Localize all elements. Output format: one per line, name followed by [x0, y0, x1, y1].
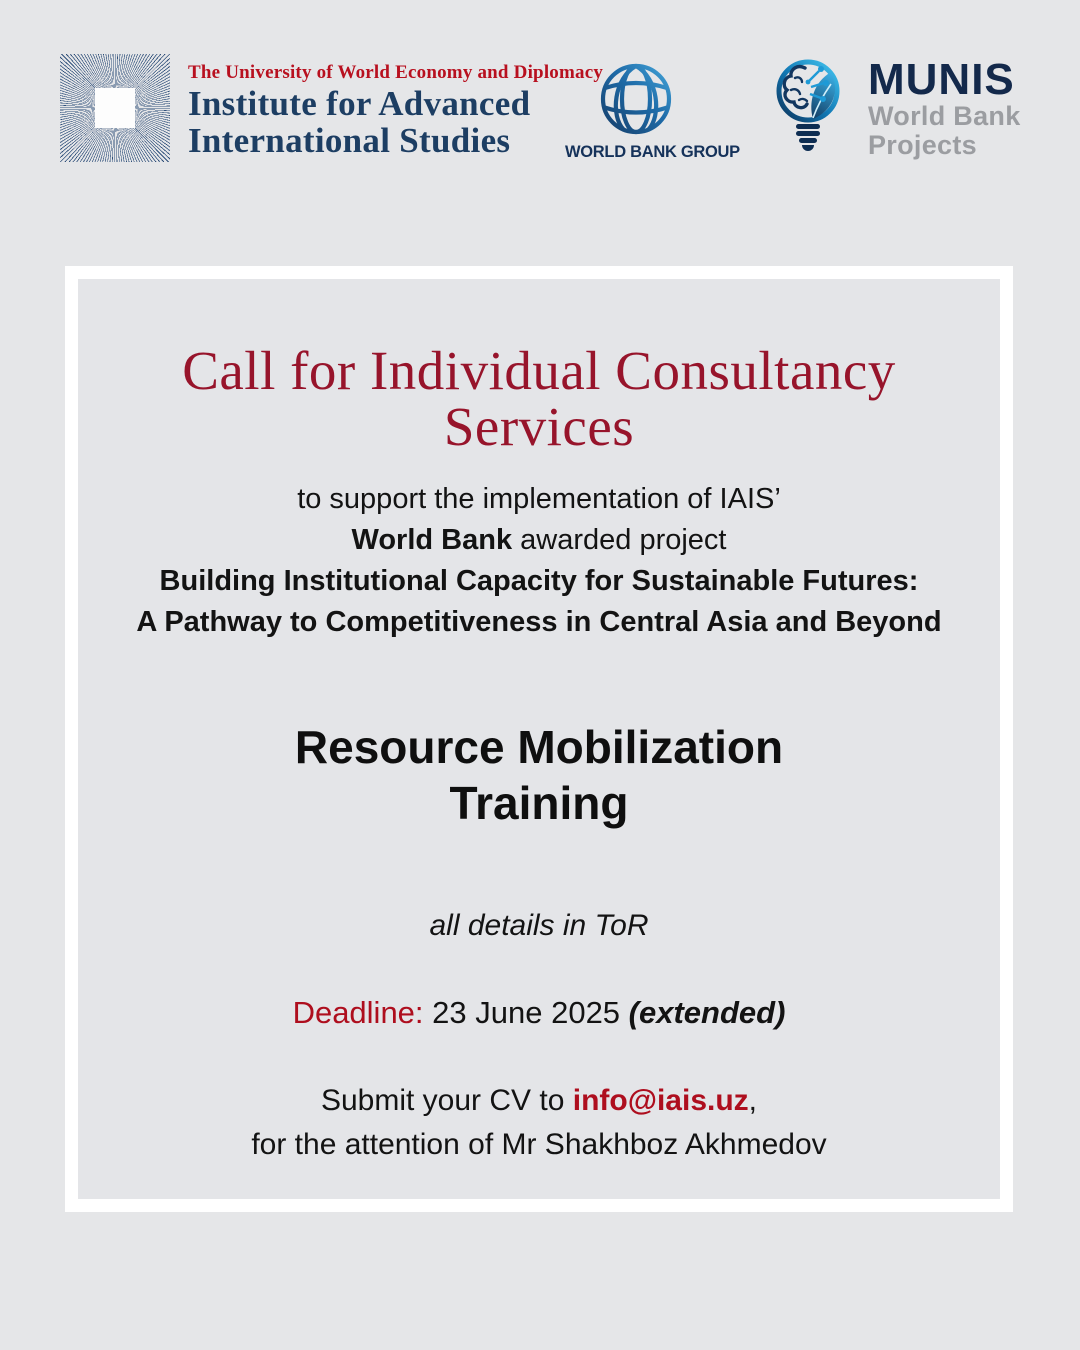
iais-logo-text: [188, 54, 603, 158]
world-bank-logo: [565, 58, 740, 162]
iais-name-line2: International Studies: [188, 121, 511, 160]
world-bank-globe-icon: [594, 58, 678, 140]
submit-suffix: ,: [748, 1084, 758, 1117]
intro-block: [78, 479, 1000, 643]
announcement-frame: [65, 266, 1013, 1212]
logo-header: [0, 0, 1080, 230]
intro-line1: to support the implementation of IAIS’: [297, 483, 781, 515]
iais-name-line1: Institute for Advanced: [188, 84, 531, 123]
munis-subtitle-line1: World Bank: [868, 101, 1021, 131]
submit-line: [78, 1079, 1000, 1123]
subject-line2: Training: [449, 777, 629, 829]
details-note: all details in ToR: [429, 909, 649, 942]
subject-heading: [78, 719, 1000, 831]
deadline-label: Deadline:: [292, 995, 424, 1030]
poster-title-line2: Services: [443, 396, 635, 457]
iais-starburst-icon: [60, 54, 170, 162]
uwed-tagline: The University of World Economy and Diplomacy: [188, 62, 604, 83]
subject-line1: Resource Mobilization: [294, 721, 784, 773]
announcement-box: [78, 279, 1000, 1199]
intro-rest: awarded project: [512, 524, 727, 556]
deadline-extended-note: (extended): [628, 995, 786, 1030]
project-title-line2: A Pathway to Competitiveness in Central Asia and Beyond: [136, 606, 942, 638]
intro-line2: [78, 520, 1000, 561]
poster-title: [78, 340, 1000, 457]
submit-email: info@iais.uz: [572, 1084, 749, 1117]
iais-logo: [60, 54, 603, 162]
munis-bulb-icon: [768, 54, 848, 154]
attention-line: for the attention of Mr Shakhboz Akhmedov: [251, 1128, 827, 1161]
munis-logo: [768, 54, 1021, 160]
poster-title-line1: Call for Individual Consultancy: [182, 340, 896, 401]
munis-title: MUNIS: [868, 55, 1015, 104]
deadline-line: [78, 991, 1000, 1035]
deadline-date: 23 June 2025: [423, 995, 629, 1030]
intro-world-bank: World Bank: [351, 524, 513, 556]
munis-subtitle-line2: Projects: [868, 130, 977, 160]
munis-logo-text: [868, 54, 1021, 160]
submit-block: [78, 1079, 1000, 1167]
project-title-line1: Building Institutional Capacity for Sustainable Futures:: [159, 565, 919, 597]
submit-prefix: Submit your CV to: [320, 1084, 573, 1117]
world-bank-label: WORLD BANK GROUP: [565, 143, 740, 161]
